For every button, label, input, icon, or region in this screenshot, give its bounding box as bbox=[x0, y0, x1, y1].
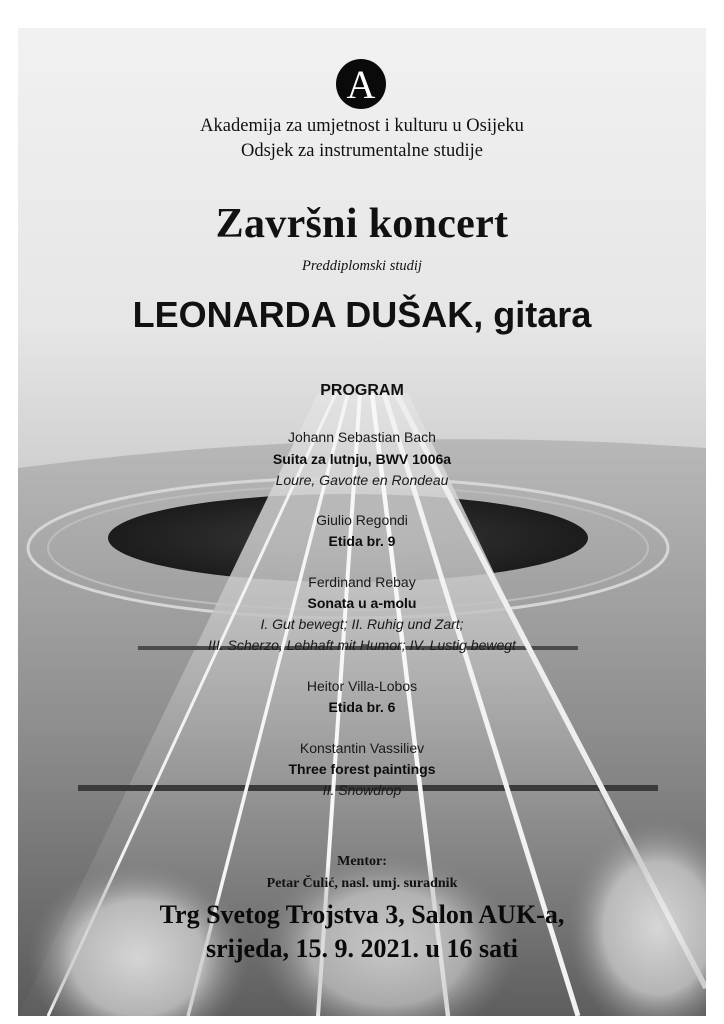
program-movements: I. Gut bewegt; II. Ruhig und Zart; bbox=[260, 616, 464, 632]
performer-name: LEONARDA DUŠAK, gitara bbox=[132, 294, 592, 335]
institution-name: Akademija za umjetnost i kulturu u Osijeku bbox=[200, 116, 524, 136]
concert-poster bbox=[18, 28, 706, 1016]
program-work: Sonata u a-molu bbox=[307, 595, 417, 611]
mentor-name: Petar Čulić, nasl. umj. suradnik bbox=[266, 876, 458, 891]
mentor-label: Mentor: bbox=[337, 854, 387, 869]
concert-title: Završni koncert bbox=[215, 201, 509, 247]
program-composer: Giulio Regondi bbox=[316, 512, 408, 528]
program-work: Etida br. 6 bbox=[328, 699, 396, 715]
study-level: Preddiplomski studij bbox=[302, 258, 422, 274]
program-composer: Johann Sebastian Bach bbox=[288, 429, 436, 445]
program-composer: Heitor Villa-Lobos bbox=[306, 678, 418, 694]
venue: Trg Svetog Trojstva 3, Salon AUK-a, bbox=[159, 900, 565, 929]
department-name: Odsjek za instrumentalne studije bbox=[241, 141, 483, 161]
poster-content bbox=[18, 28, 706, 1016]
program-movements: II. Snowdrop bbox=[322, 782, 402, 798]
program-composer: Konstantin Vassiliev bbox=[299, 740, 425, 756]
date-time: srijeda, 15. 9. 2021. u 16 sati bbox=[206, 934, 518, 963]
academy-logo bbox=[336, 59, 386, 109]
academy-logo-letter: A bbox=[346, 62, 376, 107]
program-movements: Loure, Gavotte en Rondeau bbox=[275, 472, 449, 488]
program-work: Three forest paintings bbox=[288, 761, 436, 777]
program-work: Suita za lutnju, BWV 1006a bbox=[272, 451, 452, 467]
program-heading: PROGRAM bbox=[320, 382, 404, 399]
program-movements: III. Scherzo, Lebhaft mit Humor; IV. Lustig bewegt bbox=[208, 637, 516, 653]
program-work: Etida br. 9 bbox=[328, 533, 396, 549]
program-composer: Ferdinand Rebay bbox=[308, 574, 416, 590]
